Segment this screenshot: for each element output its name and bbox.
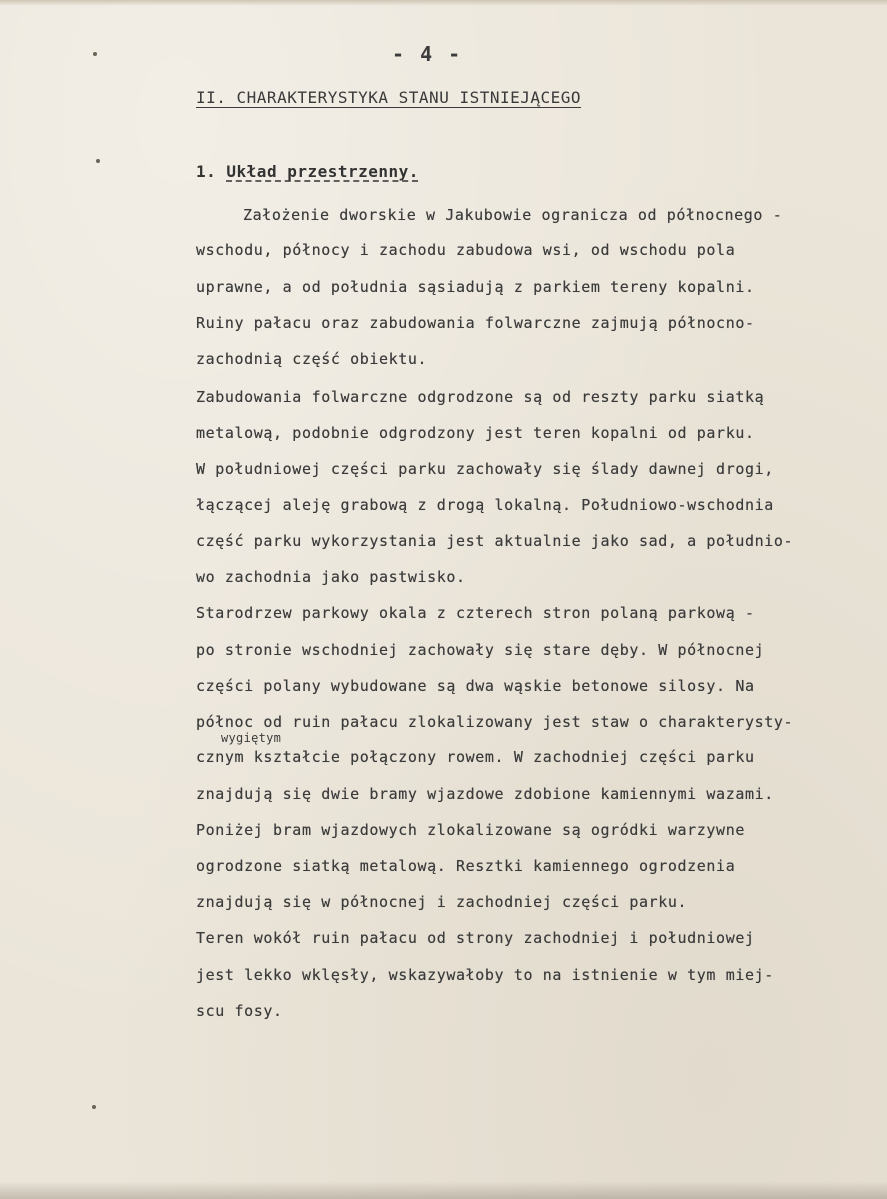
chapter-title: II. CHARAKTERYSTYKA STANU ISTNIEJĄCEGO [196, 88, 582, 107]
text-line: zachodnią część obiektu. [196, 350, 428, 368]
text-line: uprawne, a od południa sąsiadują z parkiem tereny kopalni. [196, 278, 755, 296]
text-line: Starodrzew parkowy okala z czterech stron polaną parkową - [196, 604, 755, 622]
section-number: 1. [196, 162, 217, 181]
text-line: wschodu, północy i zachodu zabudowa wsi, od wschodu pola [196, 241, 736, 259]
section-title: Układ przestrzenny. [226, 162, 419, 181]
text-line: metalową, podobnie odgrodzony jest teren kopalni od parku. [196, 424, 755, 442]
typed-correction: wygiętym [221, 731, 282, 745]
text-line: łączącej aleję grabową z drogą lokalną. Południowo-wschodnia [196, 496, 774, 514]
text-line: po stronie wschodniej zachowały się stare dęby. W północnej [196, 641, 765, 659]
text-line: Poniżej bram wjazdowych zlokalizowane są ogródki warzywne [196, 821, 745, 839]
text-line: znajdują się dwie bramy wjazdowe zdobione kamiennymi wazami. [196, 785, 774, 803]
text-line: scu fosy. [196, 1002, 283, 1020]
text-line: część parku wykorzystania jest aktualnie jako sad, a południo- [196, 532, 794, 550]
text-line: części polany wybudowane są dwa wąskie betonowe silosy. Na [196, 677, 755, 695]
text-line: Ruiny pałacu oraz zabudowania folwarczne zajmują północno- [196, 314, 755, 332]
text-line: wo zachodnia jako pastwisko. [196, 568, 466, 586]
text-line: cznym kształcie połączony rowem. W zachodniej części parku [196, 748, 755, 766]
page-number: - 4 - [392, 42, 463, 66]
text-line: jest lekko wklęsły, wskazywałoby to na istnienie w tym miej- [196, 966, 774, 984]
text-line: znajdują się w północnej i zachodniej części parku. [196, 893, 688, 911]
text-line: północ od ruin pałacu zlokalizowany jest staw o charakterysty- [196, 713, 794, 731]
text-line: Zabudowania folwarczne odgrodzone są od reszty parku siatką [196, 388, 765, 406]
text-line: W południowej części parku zachowały się ślady dawnej drogi, [196, 460, 774, 478]
text-line: Teren wokół ruin pałacu od strony zachodniej i południowej [196, 929, 755, 947]
text-line: ogrodzone siatką metalową. Resztki kamiennego ogrodzenia [196, 857, 736, 875]
text-line: Założenie dworskie w Jakubowie ogranicza od północnego - [243, 206, 783, 224]
